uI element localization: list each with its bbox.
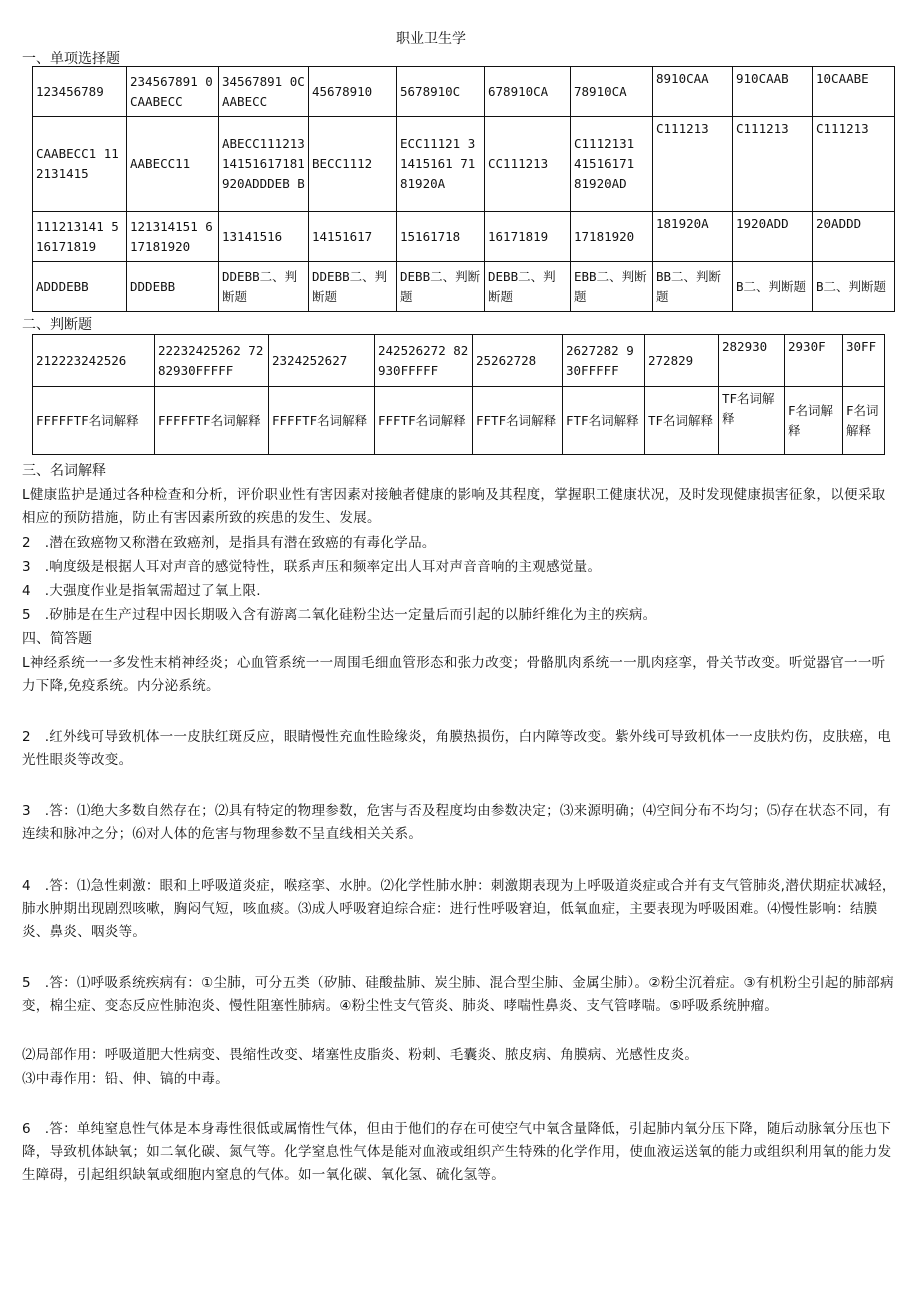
table-cell: 15161718 [397,212,485,262]
short-answer-3: 3 .答：⑴绝大多数自然存在；⑵具有特定的物理参数，危害与否及程度均由参数决定；⑶来源明确；⑷空间分布不均匀；⑸存在状态不同，有连续和脉冲之分；⑹对人体的危害与物理参数不呈直线相关关系。 [22,803,892,842]
table-cell: DDDEBB [127,262,219,312]
table-cell: F名词解释 [843,387,885,455]
table-cell: 5678910C [397,67,485,117]
table-cell: F名词解释 [785,387,843,455]
table-cell: EBB二、判断题 [571,262,653,312]
table-cell: 30FF [843,335,885,387]
table-cell: 272829 [645,335,719,387]
table-cell: 234567891 0CAABECC [127,67,219,117]
table-cell: 16171819 [485,212,571,262]
table-cell: BECC1112 [309,117,397,212]
table-cell: C1112131 41516171 81920AD [571,117,653,212]
table-cell: CC111213 [485,117,571,212]
table-cell: DEBB二、判断题 [397,262,485,312]
table-cell: 2627282 930FFFFF [563,335,645,387]
table-cell: 2930F [785,335,843,387]
table-cell: 678910CA [485,67,571,117]
table-cell: 20ADDD [813,212,895,262]
short-answer-5-poisoning: ⑶中毒作用：铅、伸、镐的中毒。 [22,1071,229,1087]
single-choice-answer-table [32,66,895,312]
table-cell: 34567891 0CAABECC [219,67,309,117]
short-answer-4: 4 .答：⑴急性刺激：眼和上呼吸道炎症，喉痉挛、水肿。⑵化学性肺水肿：刺激期表现为上呼吸道炎症或合并有支气管肺炎,潜伏期症状减轻，肺水肿期出现剧烈咳嗽，胸闷气短，咳血痰。⑶成人呼吸窘迫综合症：进行性呼吸窘迫，低氧血症，主要表现为呼吸困难。⑷慢性影响：结膜炎、鼻炎、咽炎等。 [22,878,896,940]
short-answer-6: 6 .答：单纯窒息性气体是本身毒性很低或属惰性气体，但由于他们的存在可使空气中氧含量降低，引起肺内氧分压下降，随后动脉氧分压也下降，导致机体缺氧；如二氧化碳、氮气等。化学窒息性气体是能对血液或组织产生特殊的化学作用，使血液运送氧的能力或组织利用氧的能力发生障碍，引起组织缺氧或细胞内窒息的气体。如一氧化碳、氧化氢、硫化氢等。 [22,1121,892,1183]
table-cell: 13141516 [219,212,309,262]
table-cell: 25262728 [473,335,563,387]
table-cell: 8910CAA [653,67,733,117]
table-cell: AABECC11 [127,117,219,212]
table-cell: FFFFFTF名词解释 [33,387,155,455]
table-cell: FFTF名词解释 [473,387,563,455]
table-cell: DEBB二、判断题 [485,262,571,312]
short-answer-1: L神经系统一一多发性末梢神经炎；心血管系统一一周围毛细血管形态和张力改变；骨骼肌肉系统一一肌肉痉挛，骨关节改变。听觉器官一一听力下降,免疫系统。内分泌系统。 [22,655,886,694]
table-cell: DDEBB二、判断题 [309,262,397,312]
table-cell: 121314151 617181920 [127,212,219,262]
table-cell: DDEBB二、判断题 [219,262,309,312]
term-definition-3: 3 .响度级是根据人耳对声音的感觉特性，联系声压和频率定出人耳对声音音响的主观感觉量。 [22,559,602,575]
table-cell: 242526272 82930FFFFF [375,335,473,387]
term-definition-5: 5 .矽肺是在生产过程中因长期吸入含有游离二氧化硅粉尘达一定量后而引起的以肺纤维化为主的疾病。 [22,607,657,623]
term-definition-1: L健康监护是通过各种检查和分析，评价职业性有害因素对接触者健康的影响及其程度，掌握职工健康状况，及时发现健康损害征象，以便采取相应的预防措施，防止有害因素所致的疾患的发生、发展。 [22,487,886,526]
section-heading-term-definitions: 三、名词解释 [22,463,106,479]
table-cell: C111213 [813,117,895,212]
table-cell: 22232425262 7282930FFFFF [155,335,269,387]
section-heading-short-answers: 四、简答题 [22,631,92,647]
section-heading-single-choice: 一、单项选择题 [22,51,120,67]
table-cell: FTF名词解释 [563,387,645,455]
table-cell: 123456789 [33,67,127,117]
true-false-answer-table [32,334,885,455]
table-cell: ABECC111213 14151617181 920ADDDEB B [219,117,309,212]
document-title: 职业卫生学 [396,31,466,47]
table-cell: B二、判断题 [813,262,895,312]
table-cell: 282930 [719,335,785,387]
table-cell: TF名词解释 [719,387,785,455]
table-cell: C111213 [653,117,733,212]
table-cell: BB二、判断题 [653,262,733,312]
table-cell: ECC11121 31415161 7181920A [397,117,485,212]
term-definition-2: 2 .潜在致癌物又称潜在致癌剂，是指具有潜在致癌的有毒化学品。 [22,535,436,551]
table-cell: FFFFTF名词解释 [269,387,375,455]
table-cell: 111213141 516171819 [33,212,127,262]
short-answer-2: 2 .红外线可导致机体一一皮肤红斑反应，眼睛慢性充血性睑缘炎，角膜热损伤，白内障等改变。紫外线可导致机体一一皮肤灼伤，皮肤癌，电光性眼炎等改变。 [22,729,892,768]
table-cell: FFFTF名词解释 [375,387,473,455]
table-cell: B二、判断题 [733,262,813,312]
table-cell: 910CAAB [733,67,813,117]
table-cell: 10CAABE [813,67,895,117]
table-cell: 17181920 [571,212,653,262]
short-answer-5-local-effects: ⑵局部作用：呼吸道肥大性病变、畏缩性改变、堵塞性皮脂炎、粉刺、毛囊炎、脓皮病、角膜病、光感性皮炎。 [22,1047,699,1063]
table-cell: 2324252627 [269,335,375,387]
table-cell: 212223242526 [33,335,155,387]
short-answer-5: 5 .答：⑴呼吸系统疾病有：①尘肺，可分五类（矽肺、硅酸盐肺、炭尘肺、混合型尘肺、金属尘肺）。②粉尘沉着症。③有机粉尘引起的肺部病变，棉尘症、变态反应性肺泡炎、慢性阻塞性肺病。④粉尘性支气管炎、肺炎、哮喘性鼻炎、支气管哮喘。⑤呼吸系统肿瘤。 [22,975,894,1014]
table-cell: C111213 [733,117,813,212]
table-cell: 1920ADD [733,212,813,262]
table-cell: CAABECC1 112131415 [33,117,127,212]
table-cell: 181920A [653,212,733,262]
section-heading-true-false: 二、判断题 [22,317,92,333]
table-cell: 45678910 [309,67,397,117]
term-definition-4: 4 .大强度作业是指氧需超过了氧上限. [22,583,261,599]
table-cell: FFFFFTF名词解释 [155,387,269,455]
table-cell: 14151617 [309,212,397,262]
table-cell: TF名词解释 [645,387,719,455]
table-cell: 78910CA [571,67,653,117]
table-cell: ADDDEBB [33,262,127,312]
